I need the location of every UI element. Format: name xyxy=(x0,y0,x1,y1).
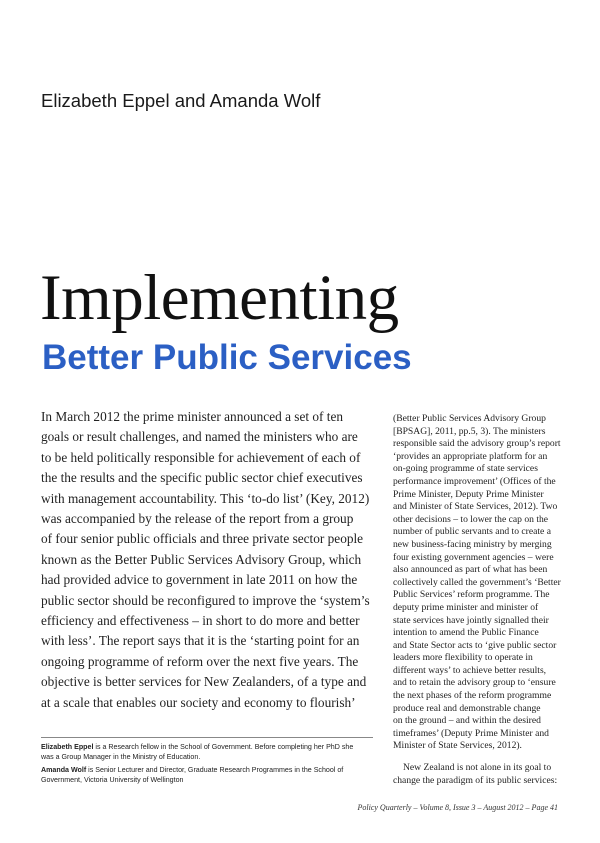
lead-line: goals or result challenges, and named the ministers who are xyxy=(41,429,358,445)
column-line: new business-facing ministry by merging xyxy=(393,538,552,550)
lead-line: the the results and the specific public sector chief executives xyxy=(41,470,363,486)
column-line: responsible said the advisory group’s report xyxy=(393,438,561,450)
article-subtitle: Better Public Services xyxy=(42,338,412,377)
column-line: state services have jointly signalled their xyxy=(393,614,549,626)
lead-line: public sector should be reconfigured to improve the ‘system’s xyxy=(41,592,370,608)
article-title: Implementing xyxy=(40,262,399,334)
column-line: and to retain the advisory group to ‘ensure xyxy=(393,677,556,689)
bio-line xyxy=(41,742,371,752)
column-line: timeframes’ (Deputy Prime Minister and xyxy=(393,727,549,739)
column-line: also announced as part of what has been xyxy=(393,564,548,576)
column-line: and State Sector acts to ‘give public sector xyxy=(393,639,557,651)
author-bio-eppel xyxy=(41,742,371,762)
bio-text: is a Research fellow in the School of Government. Before completing her PhD she xyxy=(93,743,354,751)
bio-text: is Senior Lecturer and Director, Graduate Research Programmes in the School of xyxy=(86,766,344,774)
authors: Elizabeth Eppel and Amanda Wolf xyxy=(41,90,321,111)
column-line: and Minister of State Services, 2012). Two xyxy=(393,501,558,513)
column-line: on-going programme of state services xyxy=(393,463,538,475)
page-footer: Policy Quarterly – Volume 8, Issue 3 – August 2012 – Page 41 xyxy=(357,803,558,812)
lead-line: objective is better services for New Zealanders, of a type and xyxy=(41,674,367,690)
bio-line xyxy=(41,765,371,775)
lead-line: to be held politically responsible for achievement of each of xyxy=(41,449,361,465)
lead-line: known as the Better Public Services Advisory Group, which xyxy=(41,551,362,567)
bio-line: was a Group Manager in the Ministry of Education. xyxy=(41,753,201,761)
right-column-paragraph xyxy=(393,413,560,753)
column-line: produce real and demonstrable change xyxy=(393,702,541,714)
lead-line: efficiency and effectiveness – in short to do more and better xyxy=(41,613,360,629)
bio-line: Government, Victoria University of Wellington xyxy=(41,776,184,784)
column-line: Prime Minister, Deputy Prime Minister xyxy=(393,488,544,500)
author-bio-wolf xyxy=(41,765,371,785)
column-line: leaders more flexibility to operate in xyxy=(393,652,533,664)
lead-line: at a scale that enables our society and economy to flourish’ xyxy=(41,694,356,710)
column-line: deputy prime minister and minister of xyxy=(393,601,539,613)
lead-line: In March 2012 the prime minister announced a set of ten xyxy=(41,409,344,424)
lead-line: with less’. The report says that it is the ‘starting point for an xyxy=(41,633,360,649)
lead-line: with management accountability. This ‘to-do list’ (Key, 2012) xyxy=(41,490,370,506)
bio-divider xyxy=(41,737,373,738)
column-line: on the ground – and within the desired xyxy=(393,715,541,727)
column-line: performance improvement’ (Offices of the xyxy=(393,475,556,487)
bio-name: Elizabeth Eppel xyxy=(41,743,94,751)
column-line: ‘provides an appropriate platform for an xyxy=(393,450,548,462)
right-column-paragraph-2 xyxy=(393,762,560,787)
lead-line: had provided advice to government in late 2011 on how the xyxy=(41,572,358,588)
column-line: [BPSAG], 2011, pp.5, 3). The ministers xyxy=(393,425,546,437)
lead-line: was accompanied by the release of the report from a group xyxy=(41,511,354,527)
lead-paragraph xyxy=(41,407,379,713)
column-line: different ways’ to achieve better results, xyxy=(393,664,547,676)
column-line: change the paradigm of its public services: xyxy=(393,774,558,786)
column-line: (Better Public Services Advisory Group xyxy=(393,413,546,424)
lead-line: of four senior public officials and three private sector people xyxy=(41,531,364,547)
column-line: number of public servants and to create a xyxy=(393,526,551,538)
column-line: the next phases of the reform programme xyxy=(393,690,552,702)
column-line: intention to amend the Public Finance xyxy=(393,627,539,639)
bio-name: Amanda Wolf xyxy=(41,766,87,774)
column-line: Minister of State Services, 2012). xyxy=(393,740,522,752)
column-line: Public Services’ reform programme. The xyxy=(393,589,550,601)
lead-line: ongoing programme of reform over the next five years. The xyxy=(41,653,359,669)
column-line: collectively called the government’s ‘Better xyxy=(393,576,561,588)
column-line: other decisions – to lower the cap on the xyxy=(393,513,549,525)
column-line: four existing government agencies – were xyxy=(393,551,554,563)
column-line: New Zealand is not alone in its goal to xyxy=(403,762,552,773)
